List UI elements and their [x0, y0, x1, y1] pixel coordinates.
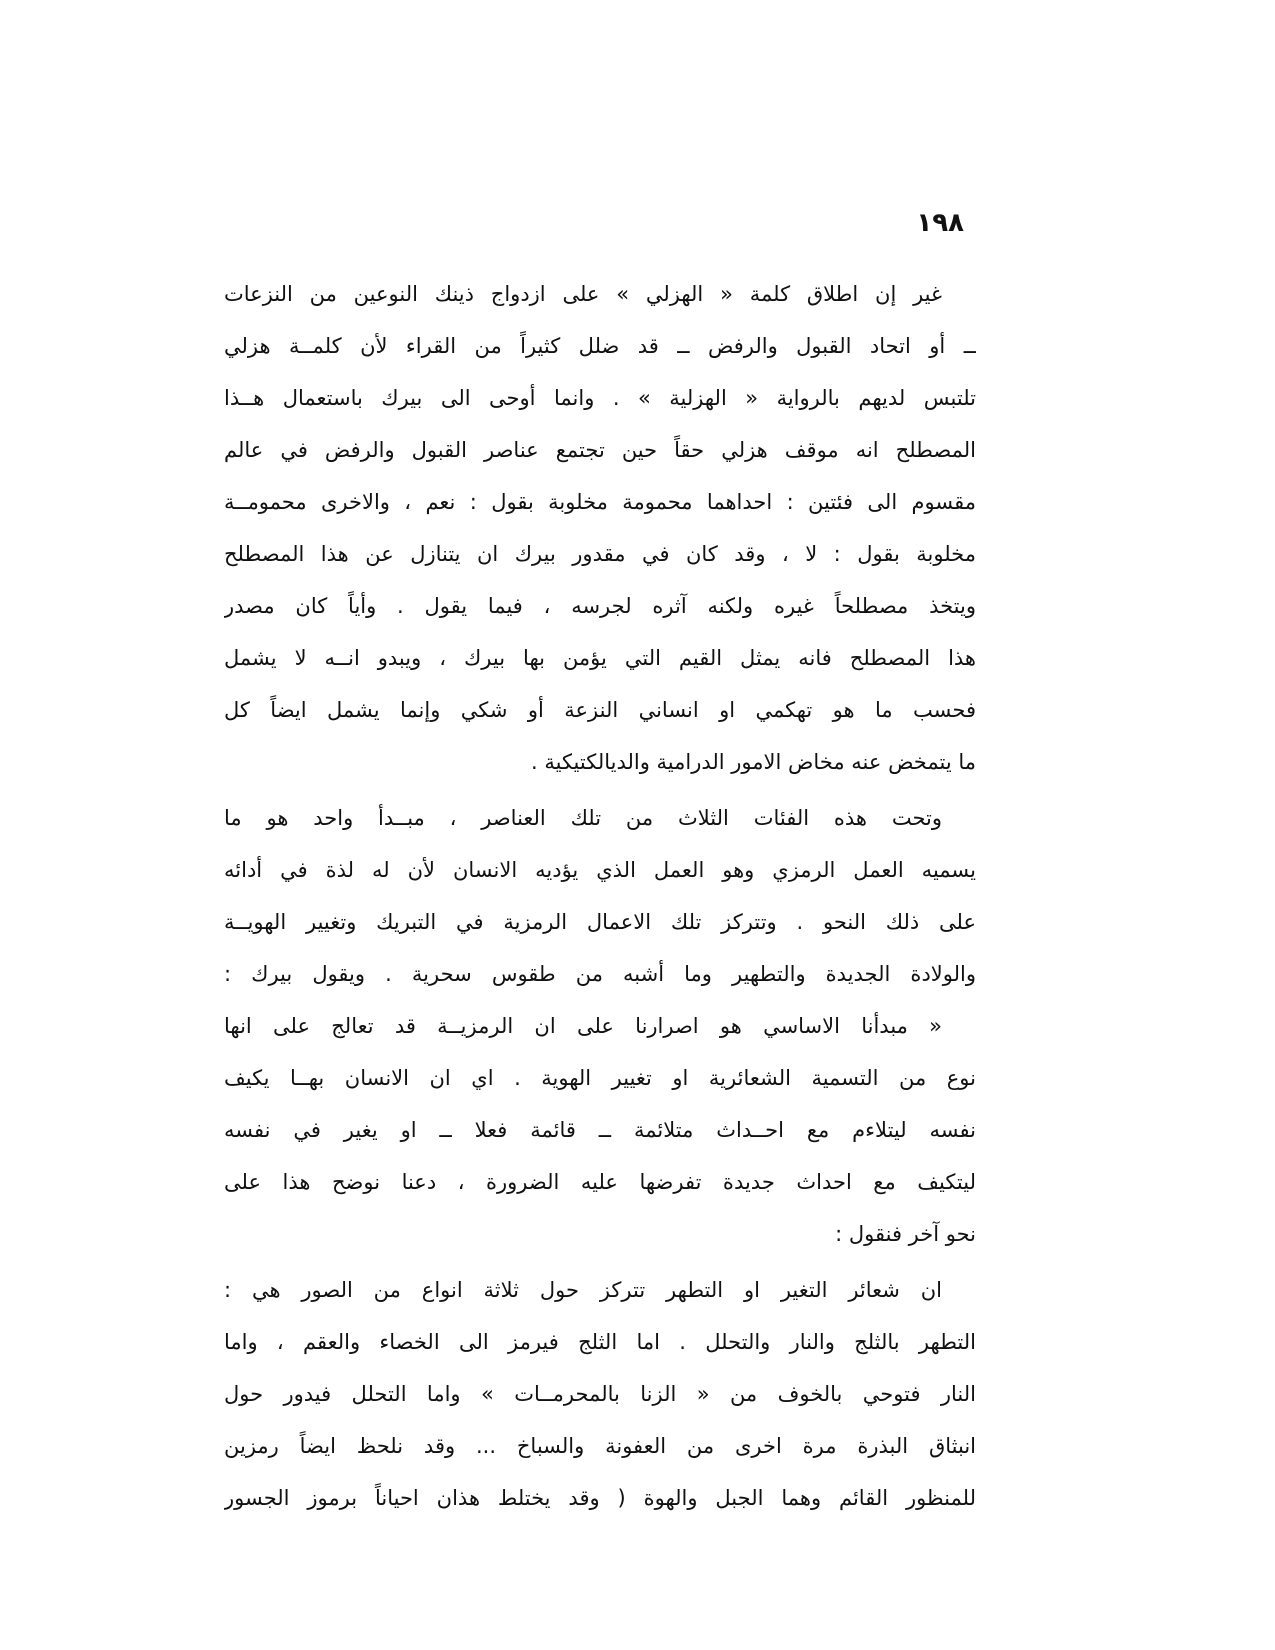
quote-paragraph [224, 1000, 976, 1260]
text-line: نفسه ليتلاءم مع احــداث متلائمة ــ قائمة فعلا ــ او يغير في نفسه [224, 1118, 976, 1142]
text-line: مخلوبة بقول : لا ، وقد كان في مقدور بيرك ان يتنازل عن هذا المصطلح [224, 542, 976, 566]
text-line: وتحت هذه الفئات الثلاث من تلك العناصر ، مبــدأ واحد هو ما [224, 806, 942, 830]
paragraph [224, 792, 976, 1000]
text-line: نوع من التسمية الشعائرية او تغيير الهوية . اي ان الانسان بهــا يكيف [224, 1066, 976, 1090]
body-text [224, 268, 976, 1524]
text-line: ويتخذ مصطلحاً غيره ولكنه آثره لجرسه ، فيما يقول . وأياً كان مصدر [224, 594, 976, 618]
text-line: غير إن اطلاق كلمة « الهزلي » على ازدواج ذينك النوعين من النزعات [224, 282, 942, 306]
text-line: النار فتوحي بالخوف من « الزنا بالمحرمــات » واما التحلل فيدور حول [224, 1382, 976, 1406]
paragraph [224, 268, 976, 788]
text-line: انبثاق البذرة مرة اخرى من العفونة والسباخ ... وقد نلحظ ايضاً رمزين [224, 1434, 976, 1458]
text-line: المصطلح انه موقف هزلي حقاً حين تجتمع عناصر القبول والرفض في عالم [224, 438, 976, 462]
page-number: ١٩٨ [916, 208, 964, 238]
text-line: ليتكيف مع احداث جديدة تفرضها عليه الضرورة ، دعنا نوضح هذا على [224, 1170, 976, 1194]
text-line: مقسوم الى فئتين : احداهما محمومة مخلوبة بقول : نعم ، والاخرى محمومــة [224, 490, 976, 514]
text-line: تلتبس لديهم بالرواية « الهزلية » . وانما أوحى الى بيرك باستعمال هــذا [224, 386, 976, 410]
text-line: والولادة الجديدة والتطهير وما أشبه من طقوس سحرية . ويقول بيرك : [224, 962, 976, 986]
text-line: يسميه العمل الرمزي وهو العمل الذي يؤديه الانسان لأن له لذة في أدائه [224, 858, 976, 882]
text-line: ــ أو اتحاد القبول والرفض ــ قد ضلل كثيراً من القراء لأن كلمــة هزلي [224, 334, 976, 358]
text-line: ما يتمخض عنه مخاض الامور الدرامية والديالكتيكية . [531, 750, 976, 774]
text-line: على ذلك النحو . وتتركز تلك الاعمال الرمزية في التبريك وتغيير الهويــة [224, 910, 976, 934]
text-line: التطهر بالثلج والنار والتحلل . اما الثلج فيرمز الى الخصاء والعقم ، واما [224, 1330, 976, 1354]
text-line: هذا المصطلح فانه يمثل القيم التي يؤمن بها بيرك ، ويبدو انــه لا يشمل [224, 646, 976, 670]
text-line: « مبدأنا الاساسي هو اصرارنا على ان الرمزيــة قد تعالج على انها [224, 1014, 942, 1038]
text-line: للمنظور القائم وهما الجبل والهوة ( وقد يختلط هذان احياناً برموز الجسور [224, 1486, 976, 1510]
text-line: ان شعائر التغير او التطهر تتركز حول ثلاثة انواع من الصور هي : [224, 1278, 942, 1302]
paragraph [224, 1264, 976, 1524]
text-line: نحو آخر فنقول : [835, 1222, 976, 1246]
text-line: فحسب ما هو تهكمي او انساني النزعة أو شكي وإنما يشمل ايضاً كل [224, 698, 976, 722]
